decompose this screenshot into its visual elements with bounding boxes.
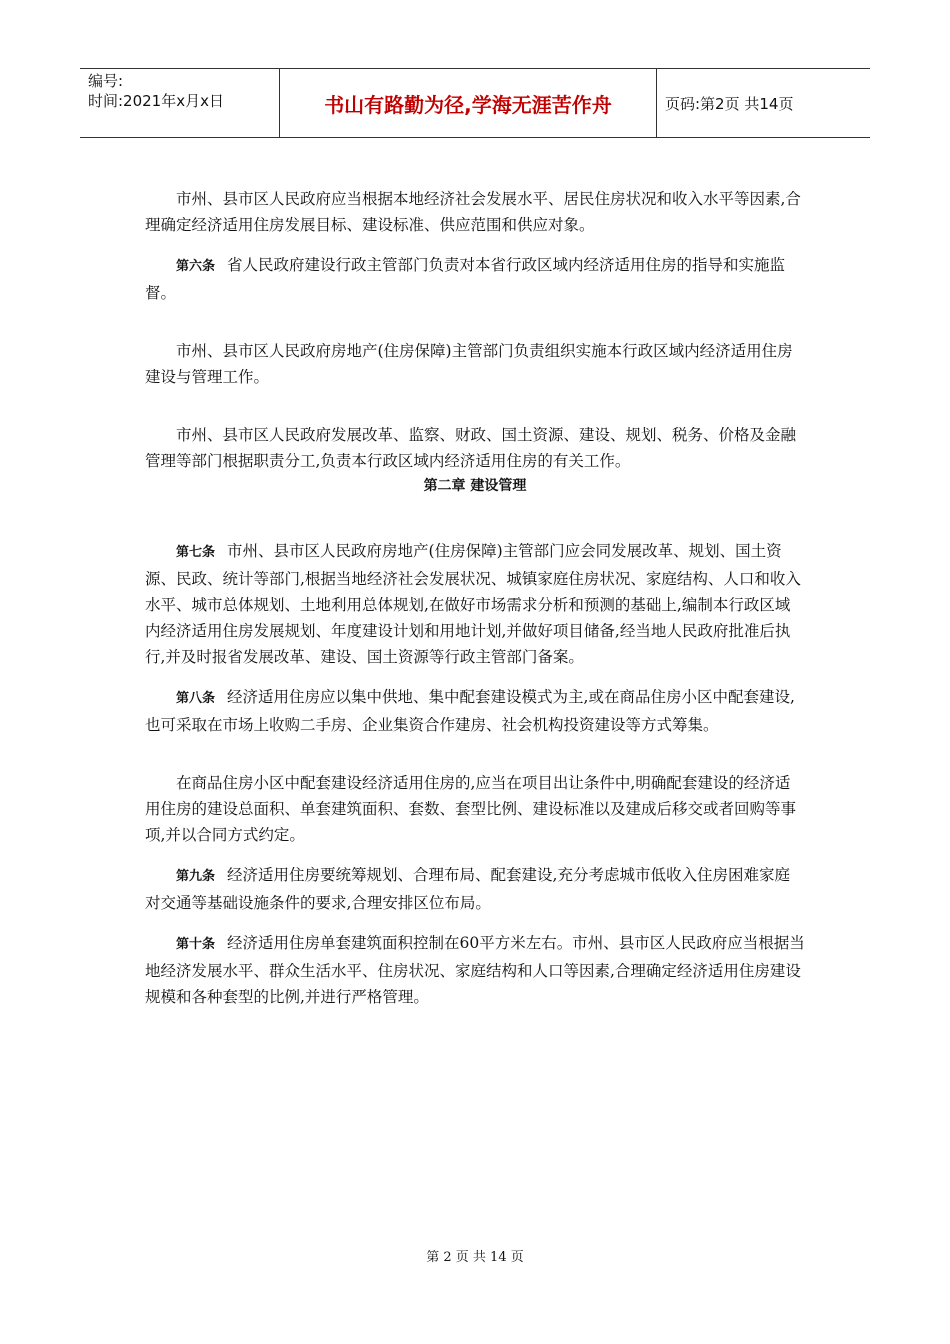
document-time-label: 时间:2021年x月x日 [88,92,224,110]
article-8 [145,684,805,738]
article-6 [145,252,805,306]
paragraph: 市州、县市区人民政府发展改革、监察、财政、国土资源、建设、规划、税务、价格及金融管理等部门根据职责分工,负责本行政区域内经济适用住房的有关工作。 [145,426,797,470]
article-text: 市州、县市区人民政府房地产(住房保障)主管部门应会同发展改革、规划、国土资源、民政、统计等部门,根据当地经济社会发展状况、城镇家庭住房状况、家庭结构、人口和收入水平、城市总体规划、土地利用总体规划,在做好市场需求分析和预测的基础上,编制本行政区域内经济适用住房发展规划、年度建设计划和用地计划,并做好项目储备,经当地人民政府批准后执行,并及时报省发展改革、建设、国土资源等行政主管部门备案。 [145,542,801,666]
article-9 [145,862,805,916]
article-label: 第六条 [176,259,216,274]
page-footer: 第 2 页 共 14 页 [426,1250,524,1265]
article-10 [145,930,805,1010]
document-body [145,186,805,1010]
article-text: 经济适用住房单套建筑面积控制在60平方米左右。市州、县市区人民政府应当根据当地经济发展水平、群众生活水平、住房状况、家庭结构和人口等因素,合理确定经济适用住房建设规模和各种套型的比例,并进行严格管理。 [145,934,805,1006]
article-7 [145,538,805,670]
article-text: 经济适用住房要统筹规划、合理布局、配套建设,充分考虑城市低收入住房困难家庭对交通等基础设施条件的要求,合理安排区位布局。 [145,866,790,912]
paragraph: 市州、县市区人民政府房地产(住房保障)主管部门负责组织实施本行政区域内经济适用住房建设与管理工作。 [145,342,793,386]
article-label: 第七条 [176,545,216,560]
chapter-heading: 第二章 建设管理 [423,478,527,494]
paragraph: 在商品住房小区中配套建设经济适用住房的,应当在项目出让条件中,明确配套建设的经济适用住房的建设总面积、单套建筑面积、套数、套型比例、建设标准以及建成后移交或者回购等事项,并以合同方式约定。 [145,774,797,844]
article-text: 省人民政府建设行政主管部门负责对本省行政区域内经济适用住房的指导和实施监督。 [145,256,786,302]
article-text: 经济适用住房应以集中供地、集中配套建设模式为主,或在商品住房小区中配套建设,也可采取在市场上收购二手房、企业集资合作建房、社会机构投资建设等方式筹集。 [145,688,795,734]
page-header [80,68,870,138]
header-page-info: 页码:第2页 共14页 [665,94,794,113]
article-label: 第十条 [176,937,216,952]
article-label: 第八条 [176,691,216,706]
paragraph: 市州、县市区人民政府应当根据本地经济社会发展水平、居民住房状况和收入水平等因素,合理确定经济适用住房发展目标、建设标准、供应范围和供应对象。 [145,190,801,234]
article-label: 第九条 [176,869,216,884]
document-number-label: 编号: [88,72,124,90]
header-meta [80,69,280,137]
header-motto: 书山有路勤为径,学海无涯苦作舟 [280,69,657,137]
